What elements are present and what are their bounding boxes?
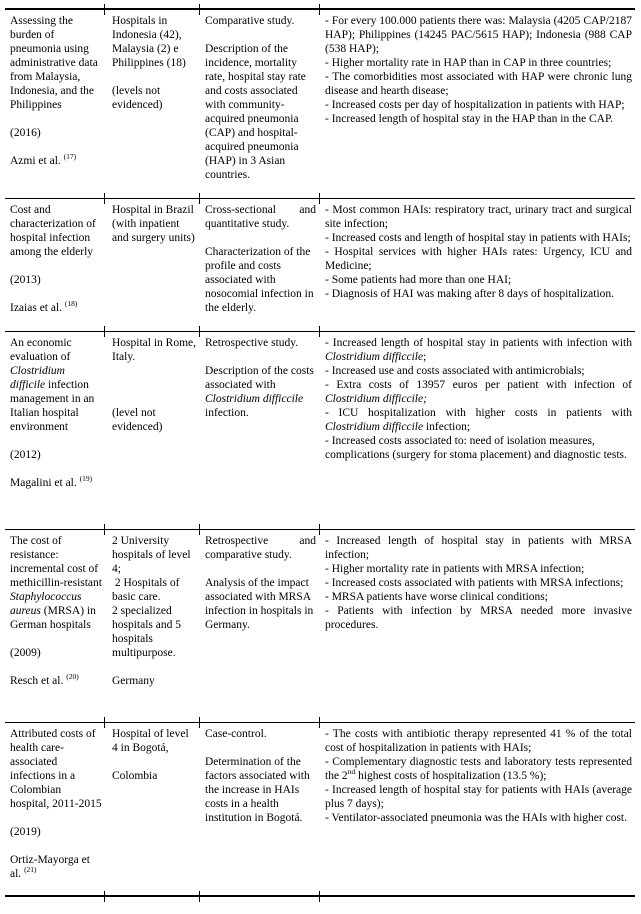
paragraph: - Increased length of hospital stay in patients with MRSA infection; (325, 534, 632, 561)
paragraph: (levels not evidenced) (112, 85, 163, 111)
paragraph: Ortiz-Mayorga et al. $^{(21)}$ (10, 853, 90, 880)
paragraph: - Increased length of hospital stay in patients with infection with Clostridium difficcile; (325, 336, 632, 363)
paragraph: Retrospective and comparative study. (205, 534, 316, 561)
paragraph: Retrospective study. (205, 336, 299, 349)
blank-line (112, 364, 196, 378)
paragraph: Hospital of level 4 in Bogotá, (112, 727, 189, 754)
paragraph: - Increased length of hospital stay for patients with HAIs (average plus 7 days); (325, 783, 632, 810)
paragraph: Germany (112, 674, 155, 687)
paragraph: 2 University hospitals of level 4; (112, 534, 191, 575)
paragraph: - Patients with infection by MRSA needed more invasive procedures. (325, 604, 632, 631)
blank-line (112, 70, 196, 84)
paragraph: Characterization of the profile and costs associated with nosocomial infection in the elderly. (205, 245, 314, 314)
paragraph: (level not evidenced) (112, 406, 163, 433)
literature-review-table-body (5, 9, 635, 896)
paragraph: - Increased use and costs associated with antimicrobials; (325, 364, 585, 377)
citation-superscript: nd (347, 766, 356, 776)
paragraph: Cost and characterization of hospital infection among the elderly (10, 203, 96, 258)
paragraph: (2012) (10, 448, 41, 461)
table-row (5, 722, 635, 896)
paragraph: Hospital in Rome, (112, 336, 197, 349)
findings-cell (320, 529, 635, 722)
citation-superscript: (17) (63, 152, 77, 162)
setting-cell (105, 9, 200, 198)
paper-page (0, 8, 641, 914)
literature-review-table (5, 8, 635, 897)
blank-line (112, 378, 196, 392)
blank-line (10, 839, 102, 853)
table-row (5, 529, 635, 722)
paragraph: (2019) (10, 825, 41, 838)
paragraph: - Increased length of hospital stay in the HAP than in the CAP. (325, 113, 613, 125)
paragraph: - Ventilator-associated pneumonia was the HAIs with higher cost. (325, 811, 627, 824)
paragraph: - For every 100.000 patients there was: Malaysia (4205 CAP/2187 HAP); Philippines (14245 PAC/5615 HAP); Indonesia (988 CAP (538 HAP); (325, 15, 632, 55)
paragraph: Izaias et al. $^{(18)}$ (10, 298, 78, 314)
findings-cell (320, 198, 635, 331)
paragraph: - Extra costs of 13957 euros per patient with infection of Clostridium difficcile; (325, 378, 632, 405)
blank-line (205, 741, 316, 755)
study-title-cell (5, 722, 105, 896)
blank-line (112, 392, 196, 406)
paragraph: - Increased costs per day of hospitalization in patients with HAP; (325, 99, 625, 111)
citation-superscript: (18) (64, 298, 78, 308)
paragraph: Attributed costs of health care-associated infections in a Colombian hospital, 2011-2015 (10, 727, 102, 810)
paragraph: Italy. (112, 350, 136, 363)
findings-cell (320, 331, 635, 529)
paragraph: 2 Hospitals of basic care. (112, 576, 180, 603)
citation-superscript: (21) (24, 864, 37, 874)
paragraph: Resch et al. $^{(20)}$ (10, 671, 79, 687)
findings-cell (320, 722, 635, 896)
blank-line (10, 632, 102, 646)
paragraph: Description of the costs associated with Clostridium difficcile infection. (205, 364, 314, 419)
paragraph: Colombia (112, 769, 158, 782)
blank-line (205, 28, 316, 42)
study-title-cell (5, 9, 105, 198)
citation-superscript: (20) (66, 671, 79, 681)
blank-line (10, 140, 102, 154)
setting-cell (105, 722, 200, 896)
study-title-cell (5, 529, 105, 722)
paragraph: - Hospital services with higher HAIs rates: Urgency, ICU and Medicine; (325, 245, 632, 272)
paragraph: Determination of the factors associated with the increase in HAIs costs in a health institution in Bogotá. (205, 755, 310, 824)
paragraph: Hospitals in Indonesia (42), Malaysia (2) e Philippines (18) (112, 15, 186, 69)
paragraph: Case-control. (205, 727, 267, 740)
paragraph: - The costs with antibiotic therapy represented 41 % of the total cost of hospitalization in patients with HAIs; (325, 727, 632, 754)
paragraph: - Some patients had more than one HAI; (325, 273, 512, 286)
paragraph: - Higher mortality rate in patients with MRSA infection; (325, 562, 585, 575)
paragraph: - Complementary diagnostic tests and laboratory tests represented the 2nd highest costs of hospitalization (13.5 %); (325, 755, 632, 782)
paragraph: Comparative study. (205, 15, 295, 27)
design-objective-cell (200, 529, 320, 722)
setting-cell (105, 331, 200, 529)
blank-line (205, 562, 316, 576)
paragraph: Magalini et al. $^{(19)}$ (10, 473, 93, 489)
paragraph: Azmi et al. $^{(17)}$ (10, 152, 77, 167)
paragraph: Hospital in Brazil (with inpatient and surgery units) (112, 203, 195, 244)
paragraph: - Increased costs associated to: need of isolation measures, complications (surgery for stoma placement) and diagnostic tests. (325, 434, 627, 461)
paragraph: The cost of resistance: incremental cost of methicillin-resistant Staphylococcus aureus (MRSA) in German hospitals (10, 534, 102, 631)
blank-line (10, 434, 102, 448)
blank-line (112, 660, 196, 674)
paragraph: An economic evaluation of Clostridium difficile infection management in an Italian hospital environment (10, 336, 95, 433)
paragraph: - Higher mortality rate in HAP than in CAP in three countries; (325, 57, 612, 69)
paragraph: (2016) (10, 127, 41, 139)
setting-cell (105, 529, 200, 722)
blank-line (112, 755, 196, 769)
study-title-cell (5, 331, 105, 529)
paragraph: - MRSA patients have worse clinical conditions; (325, 590, 548, 603)
citation-superscript: (19) (79, 473, 93, 483)
design-objective-cell (200, 9, 320, 198)
paragraph: Analysis of the impact associated with MRSA infection in hospitals in Germany. (205, 576, 314, 631)
blank-line (205, 231, 316, 245)
blank-line (10, 811, 102, 825)
paragraph: Cross-sectional and quantitative study. (205, 203, 316, 230)
blank-line (10, 112, 102, 126)
table-row (5, 198, 635, 331)
paragraph: Assessing the burden of pneumonia using administrative data from Malaysia, Indonesia, and the Philippines (10, 15, 98, 111)
paragraph: (2013) (10, 273, 41, 286)
findings-cell (320, 9, 635, 198)
study-title-cell (5, 198, 105, 331)
paragraph: - Increased costs and length of hospital stay in patients with HAIs; (325, 231, 631, 244)
design-objective-cell (200, 722, 320, 896)
blank-line (205, 350, 316, 364)
paragraph: - Diagnosis of HAI was making after 8 days of hospitalization. (325, 287, 615, 300)
table-row (5, 331, 635, 529)
blank-line (10, 259, 102, 273)
table-row (5, 9, 635, 198)
paragraph: - The comorbidities most associated with HAP were chronic lung disease and hearth disease; (325, 71, 632, 97)
paragraph: 2 specialized hospitals and 5 hospitals multipurpose. (112, 604, 181, 659)
paragraph: - Most common HAIs: respiratory tract, urinary tract and surgical site infection; (325, 203, 632, 230)
blank-line (10, 287, 102, 301)
design-objective-cell (200, 331, 320, 529)
design-objective-cell (200, 198, 320, 331)
paragraph: - Increased costs associated with patients with MRSA infections; (325, 576, 624, 589)
paragraph: - ICU hospitalization with higher costs in patients with Clostridium difficcile infection; (325, 406, 632, 433)
setting-cell (105, 198, 200, 331)
paragraph: (2009) (10, 646, 41, 659)
paragraph: Description of the incidence, mortality rate, hospital stay rate and costs associated with community-acquired pneumonia (CAP) and hospital-acquired pneumonia (HAP) in 3 Asian countries. (205, 43, 306, 181)
blank-line (10, 660, 102, 674)
